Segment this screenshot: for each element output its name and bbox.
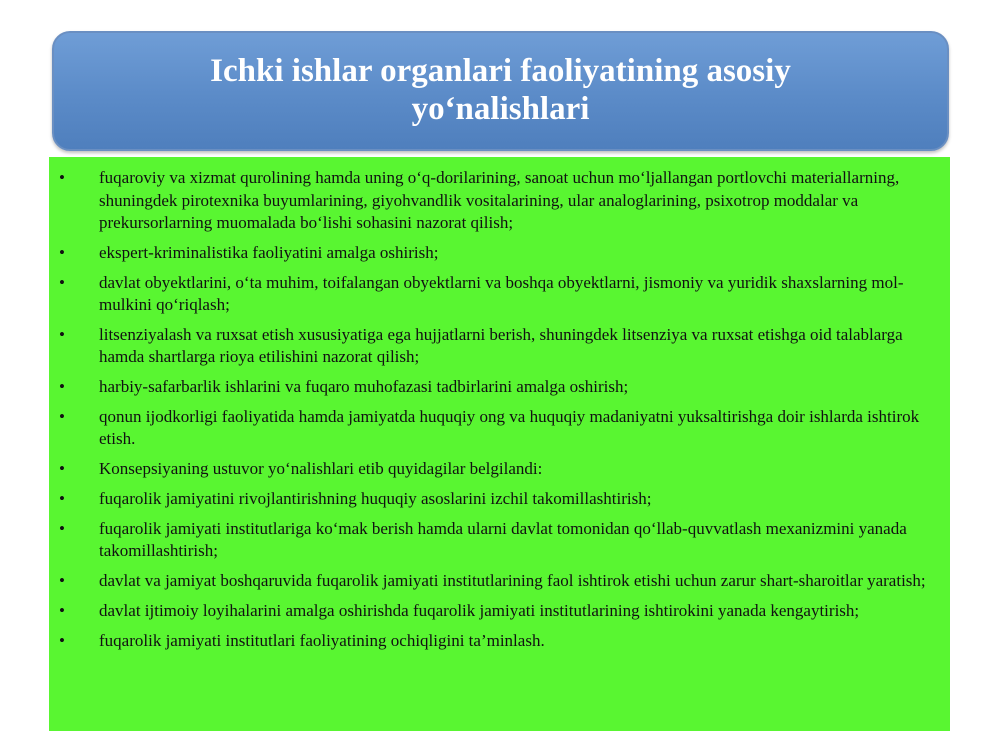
list-item: [57, 406, 932, 451]
list-item: [57, 242, 932, 265]
list-item: [57, 630, 932, 653]
list-item-text: fuqarolik jamiyati institutlari faoliyatining ochiqligini ta’minlash.: [99, 630, 545, 650]
list-item-text: fuqaroviy va xizmat qurolining hamda uning o‘q-dorilarining, sanoat uchun mo‘ljallangan portlovchi materiallarning, shuningdek pirotexnika buyumlarining, giyohvandlik vositalarining, ular analoglarining, psixotrop moddalar va prekursorlarning muomalada bo‘lishi sohasini nazorat qilish;: [99, 168, 900, 232]
bullet-icon: •: [59, 377, 65, 397]
list-item-text: fuqarolik jamiyatini rivojlantirishning huquqiy asoslarini izchil takomillashtirish;: [99, 489, 652, 509]
list-item-text: davlat va jamiyat boshqaruvida fuqarolik jamiyati institutlarining faol ishtirok etishi uchun zarur shart-sharoitlar yaratish;: [99, 571, 926, 591]
title-banner: [52, 31, 949, 151]
list-item: [57, 167, 932, 235]
list-item: [57, 518, 932, 563]
bullet-icon: •: [59, 518, 65, 538]
list-item-text: ekspert-kriminalistika faoliyatini amalga oshirish;: [99, 242, 439, 262]
list-item: [57, 272, 932, 317]
bullet-icon: •: [59, 459, 65, 479]
list-item-text: litsenziyalash va ruxsat etish xususiyatiga ega hujjatlarni berish, shuningdek litsenziya va ruxsat etishga oid talablarga hamda shartlarga rioya etilishini nazorat qilish;: [99, 324, 903, 367]
list-item-text: fuqarolik jamiyati institutlariga ko‘mak berish hamda ularni davlat tomonidan qo‘llab-quvvatlash mexanizmini yanada takomillashtirish;: [99, 518, 907, 561]
list-item-text: harbiy-safarbarlik ishlarini va fuqaro muhofazasi tadbirlarini amalga oshirish;: [99, 377, 629, 397]
bullet-icon: •: [59, 242, 65, 262]
bullet-icon: •: [59, 630, 65, 650]
bullet-icon: •: [59, 489, 65, 509]
bullet-icon: •: [59, 406, 65, 426]
bullet-icon: •: [59, 571, 65, 591]
bullet-icon: •: [59, 324, 65, 344]
list-item: [57, 570, 932, 593]
bullet-icon: •: [59, 272, 65, 292]
list-item: [57, 324, 932, 369]
list-item: [57, 600, 932, 623]
bullet-list: [57, 167, 932, 652]
list-item: [57, 488, 932, 511]
list-item: [57, 458, 932, 481]
list-item-text: qonun ijodkorligi faoliyatida hamda jamiyatda huquqiy ong va huquqiy madaniyatni yuksaltirishga doir ishlarda ishtirok etish.: [99, 406, 920, 449]
slide-title: Ichki ishlar organlari faoliyatining asosiy yo‘nalishlari: [210, 53, 791, 127]
list-item: [57, 376, 932, 399]
bullet-icon: •: [59, 600, 65, 620]
list-item-text: davlat ijtimoiy loyihalarini amalga oshirishda fuqarolik jamiyati institutlarining ishtirokini yanada kengaytirish;: [99, 600, 860, 620]
bullet-icon: •: [59, 168, 65, 187]
content-panel: [49, 157, 950, 731]
list-item-text: Konsepsiyaning ustuvor yo‘nalishlari etib quyidagilar belgilandi:: [99, 459, 543, 479]
list-item-text: davlat obyektlarini, o‘ta muhim, toifalangan obyektlarni va boshqa obyektlarni, jismoniy va yuridik shaxslarning mol-mulkini qo‘riqlash;: [99, 272, 904, 315]
